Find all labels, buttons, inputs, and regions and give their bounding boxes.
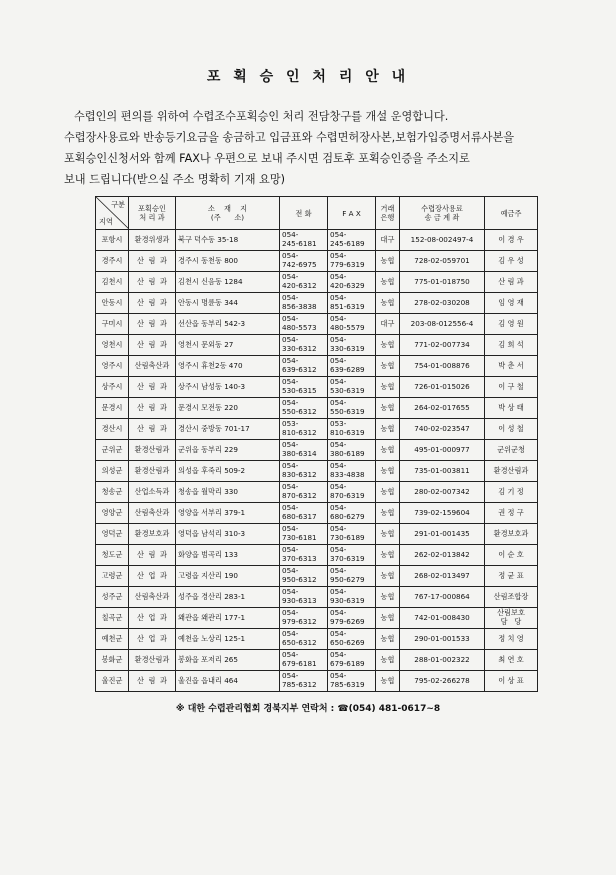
phone-cell: 054- 330-6312 [280,335,328,356]
holder-cell: 정 균 표 [485,566,538,587]
region-cell: 포항시 [96,230,129,251]
fax-cell: 054- 245-6189 [328,230,376,251]
intro-paragraph [64,106,564,190]
address-cell: 북구 덕수동 35-18 [176,230,280,251]
table-row [96,314,538,335]
header-address-label: 소 재 지 (주 소) [207,204,248,222]
phone-cell: 054- 979-6312 [280,608,328,629]
header-region [96,197,129,230]
bank-cell: 농협 [376,272,400,293]
dept-cell: 산 림 과 [129,419,176,440]
phone-cell: 054- 480-5573 [280,314,328,335]
table-row [96,524,538,545]
table-row [96,587,538,608]
phone-cell: 054- 870-6312 [280,482,328,503]
account-cell: 742-01-008430 [400,608,485,629]
account-cell: 288-01-002322 [400,650,485,671]
fax-cell: 053- 810-6319 [328,419,376,440]
account-cell: 726-01-015026 [400,377,485,398]
address-cell: 군위읍 동부리 229 [176,440,280,461]
region-cell: 영주시 [96,356,129,377]
phone-cell: 054- 245-6181 [280,230,328,251]
bank-cell: 농협 [376,251,400,272]
fax-cell: 054- 420-6329 [328,272,376,293]
holder-cell: 김 기 정 [485,482,538,503]
table-row [96,545,538,566]
holder-cell: 권 정 구 [485,503,538,524]
intro-line: 보내 드립니다(받으실 주소 명확히 기재 요망) [64,173,286,186]
header-address [176,197,280,230]
fax-cell: 054- 979-6269 [328,608,376,629]
region-cell: 영양군 [96,503,129,524]
fax-cell: 054- 870-6319 [328,482,376,503]
bank-cell: 농협 [376,503,400,524]
account-cell: 735-01-003811 [400,461,485,482]
table-row [96,503,538,524]
dept-cell: 산 림 과 [129,377,176,398]
dept-cell: 환경산림과 [129,650,176,671]
dept-cell: 산림축산과 [129,503,176,524]
bank-cell: 농협 [376,545,400,566]
table-row [96,419,538,440]
holder-cell: 김 희 석 [485,335,538,356]
holder-cell: 정 치 영 [485,629,538,650]
fax-cell: 054- 679-6189 [328,650,376,671]
holder-cell: 이 상 표 [485,671,538,692]
dept-cell: 산 림 과 [129,671,176,692]
address-cell: 김천시 신음동 1284 [176,272,280,293]
region-cell: 고령군 [96,566,129,587]
phone-cell: 054- 679-6181 [280,650,328,671]
bank-cell: 농협 [376,482,400,503]
dept-cell: 산림축산과 [129,587,176,608]
account-cell: 495-01-000977 [400,440,485,461]
bank-cell: 농협 [376,524,400,545]
region-cell: 군위군 [96,440,129,461]
intro-line: 포획승인신청서와 함께 FAX나 우편으로 보내 주시면 검토후 포획승인증을 주소지로 [64,152,470,165]
bank-cell: 농협 [376,629,400,650]
address-cell: 성주읍 경산리 283-1 [176,587,280,608]
bank-cell: 농협 [376,587,400,608]
bank-cell: 농협 [376,356,400,377]
region-cell: 울진군 [96,671,129,692]
address-cell: 선산읍 동부리 542-3 [176,314,280,335]
address-cell: 청송읍 월막리 330 [176,482,280,503]
address-cell: 봉화읍 포저리 265 [176,650,280,671]
dept-cell: 환경산림과 [129,461,176,482]
account-cell: 754-01-008876 [400,356,485,377]
dept-cell: 환경보호과 [129,524,176,545]
dept-cell: 환경위생과 [129,230,176,251]
phone-cell: 054- 639-6312 [280,356,328,377]
region-cell: 문경시 [96,398,129,419]
phone-cell: 054- 730-6181 [280,524,328,545]
phone-cell: 054- 380-6314 [280,440,328,461]
holder-cell: 임 영 재 [485,293,538,314]
region-cell: 안동시 [96,293,129,314]
header-dept [129,197,176,230]
phone-cell: 054- 856-3838 [280,293,328,314]
holder-cell: 이 경 우 [485,230,538,251]
fax-cell: 054- 650-6269 [328,629,376,650]
bank-cell: 농협 [376,398,400,419]
phone-cell: 054- 742-6975 [280,251,328,272]
table-row [96,356,538,377]
dept-cell: 산림축산과 [129,356,176,377]
dept-cell: 산 업 과 [129,629,176,650]
table-row [96,482,538,503]
phone-cell: 054- 680-6317 [280,503,328,524]
phone-cell: 054- 650-6312 [280,629,328,650]
office-table [95,196,538,692]
region-cell: 예천군 [96,629,129,650]
phone-cell: 054- 370-6313 [280,545,328,566]
intro-line: 수렵장사용료와 반송등기요금을 송금하고 입금표와 수렵면허장사본,보험가입증명서류사본을 [64,131,515,144]
account-cell: 290-01-001533 [400,629,485,650]
table-header-row [96,197,538,230]
region-cell: 구미시 [96,314,129,335]
bank-cell: 농협 [376,461,400,482]
fax-cell: 054- 833-4838 [328,461,376,482]
document-title: 포 획 승 인 처 리 안 내 [206,69,410,85]
account-cell: 262-02-013842 [400,545,485,566]
address-cell: 상주시 남성동 140-3 [176,377,280,398]
dept-cell: 산 림 과 [129,272,176,293]
account-cell: 268-02-013497 [400,566,485,587]
bank-cell: 농협 [376,671,400,692]
header-holder [485,197,538,230]
region-cell: 김천시 [96,272,129,293]
table-row [96,608,538,629]
dept-cell: 산업소득과 [129,482,176,503]
holder-cell: 최 연 호 [485,650,538,671]
table-row [96,272,538,293]
fax-cell: 054- 370-6319 [328,545,376,566]
account-cell: 775-01-018750 [400,272,485,293]
header-account-label: 수렵장사용료 송 금 계 좌 [421,204,463,222]
phone-cell: 054- 530-6315 [280,377,328,398]
holder-cell: 군위군청 [485,440,538,461]
fax-cell: 054- 779-6319 [328,251,376,272]
address-cell: 영덕읍 남석리 310-3 [176,524,280,545]
address-cell: 의성읍 후죽리 509-2 [176,461,280,482]
region-cell: 청도군 [96,545,129,566]
region-cell: 영덕군 [96,524,129,545]
region-cell: 의성군 [96,461,129,482]
table-row [96,440,538,461]
phone-cell: 053- 810-6312 [280,419,328,440]
dept-cell: 산 림 과 [129,314,176,335]
address-cell: 문경시 모전동 220 [176,398,280,419]
dept-cell: 환경산림과 [129,440,176,461]
account-cell: 771-02-007734 [400,335,485,356]
account-cell: 152-08-002497-4 [400,230,485,251]
bank-cell: 농협 [376,566,400,587]
header-holder-label: 예금주 [500,208,522,218]
fax-cell: 054- 550-6319 [328,398,376,419]
address-cell: 경산시 중방동 701-17 [176,419,280,440]
table-row [96,398,538,419]
fax-cell: 054- 380-6189 [328,440,376,461]
table-row [96,629,538,650]
table-row [96,335,538,356]
account-cell: 291-01-001435 [400,524,485,545]
account-cell: 740-02-023547 [400,419,485,440]
table-row [96,230,538,251]
fax-cell: 054- 530-6319 [328,377,376,398]
holder-cell: 박 춘 서 [485,356,538,377]
address-cell: 고령읍 지산리 190 [176,566,280,587]
bank-cell: 대구 [376,314,400,335]
region-cell: 청송군 [96,482,129,503]
contact-footer: ※ 대한 수렵관리협회 경북지부 연락처 : ☎(054) 481-0617~8 [175,704,441,714]
region-cell: 영천시 [96,335,129,356]
holder-cell: 환경산림과 [485,461,538,482]
account-cell: 280-02-007342 [400,482,485,503]
account-cell: 767-17-000864 [400,587,485,608]
account-cell: 278-02-030208 [400,293,485,314]
address-cell: 영천시 문외동 27 [176,335,280,356]
bank-cell: 대구 [376,230,400,251]
header-phone [280,197,328,230]
address-cell: 경주시 동천동 800 [176,251,280,272]
fax-cell: 054- 950-6279 [328,566,376,587]
table-row [96,671,538,692]
dept-cell: 산 림 과 [129,251,176,272]
phone-cell: 054- 830-6312 [280,461,328,482]
header-region-top: 구분 [111,200,125,209]
account-cell: 728-02-059701 [400,251,485,272]
bank-cell: 농협 [376,335,400,356]
fax-cell: 054- 851-6319 [328,293,376,314]
dept-cell: 산 림 과 [129,335,176,356]
intro-line: 수렵인의 편의를 위하여 수렵조수포획승인 처리 전담창구를 개설 운영합니다. [74,110,449,123]
address-cell: 안동시 명륜동 344 [176,293,280,314]
fax-cell: 054- 730-6189 [328,524,376,545]
address-cell: 왜관읍 왜관리 177-1 [176,608,280,629]
holder-cell: 산림조합장 [485,587,538,608]
dept-cell: 산 림 과 [129,293,176,314]
holder-cell: 이 성 철 [485,419,538,440]
account-cell: 795-02-266278 [400,671,485,692]
fax-cell: 054- 785-6319 [328,671,376,692]
address-cell: 예천읍 노상리 125-1 [176,629,280,650]
region-cell: 경산시 [96,419,129,440]
header-bank-label: 거래 은행 [380,204,395,222]
header-fax [328,197,376,230]
account-cell: 739-02-159604 [400,503,485,524]
fax-cell: 054- 930-6319 [328,587,376,608]
holder-cell: 이 구 철 [485,377,538,398]
phone-cell: 054- 930-6313 [280,587,328,608]
holder-cell: 김 우 성 [485,251,538,272]
address-cell: 영주시 휴천2동 470 [176,356,280,377]
fax-cell: 054- 330-6319 [328,335,376,356]
address-cell: 화양읍 범곡리 133 [176,545,280,566]
table-row [96,377,538,398]
dept-cell: 산 림 과 [129,398,176,419]
region-cell: 경주시 [96,251,129,272]
address-cell: 영양읍 서부리 379-1 [176,503,280,524]
table-row [96,251,538,272]
bank-cell: 농협 [376,293,400,314]
fax-cell: 054- 680-6279 [328,503,376,524]
bank-cell: 농협 [376,440,400,461]
address-cell: 울진읍 읍내리 464 [176,671,280,692]
region-cell: 성주군 [96,587,129,608]
header-account [400,197,485,230]
account-cell: 264-02-017655 [400,398,485,419]
dept-cell: 산 업 과 [129,566,176,587]
phone-cell: 054- 420-6312 [280,272,328,293]
bank-cell: 농협 [376,419,400,440]
phone-cell: 054- 550-6312 [280,398,328,419]
bank-cell: 농협 [376,650,400,671]
table-row [96,293,538,314]
holder-cell: 산 림 과 [485,272,538,293]
header-fax-label: F A X [342,208,361,218]
bank-cell: 농협 [376,377,400,398]
account-cell: 203-08-012556-4 [400,314,485,335]
holder-cell: 박 상 태 [485,398,538,419]
holder-cell: 이 순 호 [485,545,538,566]
table-row [96,650,538,671]
phone-cell: 054- 950-6312 [280,566,328,587]
region-cell: 칠곡군 [96,608,129,629]
table-row [96,461,538,482]
table-row [96,566,538,587]
holder-cell: 김 영 원 [485,314,538,335]
header-region-bottom: 지역 [99,217,113,226]
header-bank [376,197,400,230]
holder-cell: 산림보호 담 당 [485,608,538,629]
holder-cell: 환경보호과 [485,524,538,545]
header-phone-label: 전 화 [295,208,312,218]
dept-cell: 산 업 과 [129,608,176,629]
region-cell: 상주시 [96,377,129,398]
bank-cell: 농협 [376,608,400,629]
header-dept-label: 포획승인 처 리 과 [138,204,166,222]
fax-cell: 054- 480-5579 [328,314,376,335]
fax-cell: 054- 639-6289 [328,356,376,377]
phone-cell: 054- 785-6312 [280,671,328,692]
dept-cell: 산 림 과 [129,545,176,566]
region-cell: 봉화군 [96,650,129,671]
